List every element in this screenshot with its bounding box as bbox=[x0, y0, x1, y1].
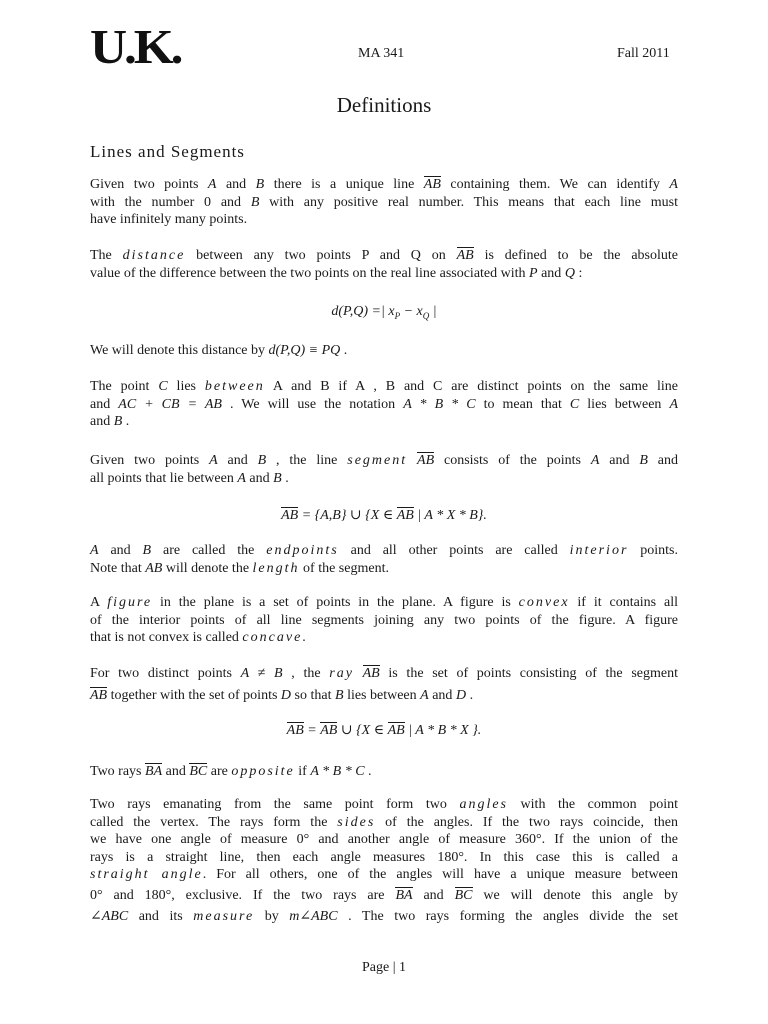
course-code: MA 341 bbox=[358, 46, 405, 61]
paragraph-endpoints: A and B are called the endpoints and all other points are called interior points. Note that AB will denote the length of the segment. bbox=[90, 543, 679, 576]
paragraph-figure: A figure in the plane is a set of points in the plane. A figure is convex if it contains all of the interior points of all line segments joining any two points of the figure. A figure that is not convex is called concave. bbox=[90, 595, 678, 646]
paragraph-between: The point C lies between A and B if A , B and C are distinct points on the same line and AC + CB = AB . We will use the notation A * B * C to mean that C lies between A and B . bbox=[90, 379, 679, 430]
equation-distance: d(P,Q) =| $x_P - x_Q$ | bbox=[331, 304, 437, 321]
paragraph-segment: Given two points A and B , the line segment AB consists of the points A and B and all points that lie between A and B . bbox=[90, 453, 679, 486]
section-heading: Lines and Segments bbox=[90, 142, 245, 161]
page-number: Page | 1 bbox=[361, 960, 407, 975]
paragraph-ray: For two distinct points A ≠ B , the ray AB is the set of points consisting of the segment AB together with the set of points D so that B lies between A and D . bbox=[90, 666, 678, 703]
paragraph-opposite-rays: Two rays BA and BC are opposite if A * B * C . bbox=[90, 764, 372, 779]
equation-segment: AB = {A,B} ∪ {X ∈ AB | A * X * B}. bbox=[281, 508, 487, 523]
line-AB-symbol: AB bbox=[423, 177, 441, 192]
page-title: Definitions bbox=[336, 93, 432, 117]
paragraph-angles: Two rays emanating from the same point form two angles with the common point called the vertex. The rays form the sides of the angles. If the two rays coincide, then we have one angle of measure 0° and another angle of measure 360°. If the union of the rays is a straight line, then each angle measures 180°. In this case this is called a straight angle. For all others, one of the angles will have a unique measure between 0° and 180°, exclusive. If the two rays are BA and BC we will denote this angle by ∠ABC and its measure by m∠ABC . The two rays forming the angles divide the set bbox=[90, 797, 679, 924]
equation-ray: AB = AB ∪ {X ∈ AB | A * B * X }. bbox=[286, 723, 482, 738]
term: Fall 2011 bbox=[617, 46, 670, 61]
paragraph-line-definition: Given two points A and B there is a unique line AB containing them. We can identify A with the number 0 and B with any positive real number. This means that each line must have infinitely many points. bbox=[90, 177, 678, 228]
uk-logo: U.K. bbox=[90, 19, 181, 74]
paragraph-notation: We will denote this distance by d(P,Q) ≡ PQ . bbox=[90, 343, 348, 358]
paragraph-distance: The distance between any two points P and Q on AB is defined to be the absolute value of the difference between the two points on the real line associated with P and Q : bbox=[90, 248, 678, 281]
